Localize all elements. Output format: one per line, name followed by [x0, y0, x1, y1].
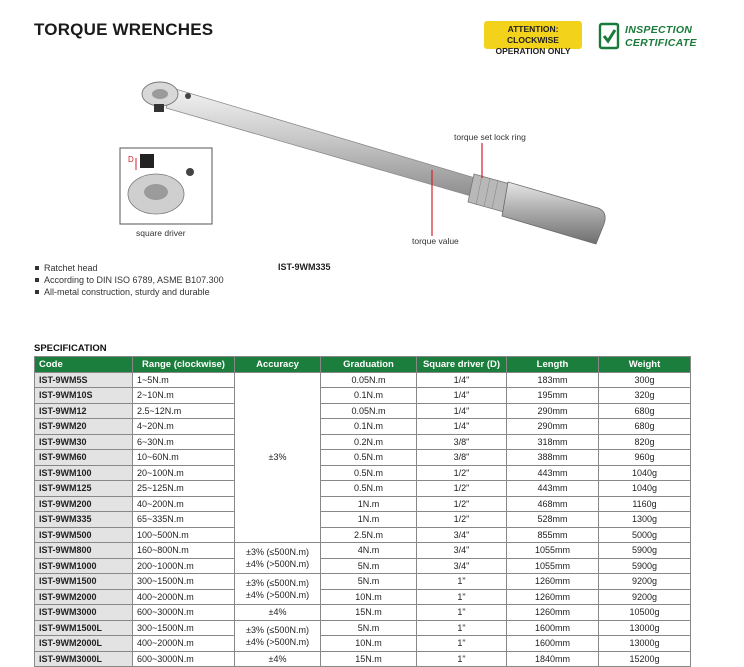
cell-length: 1260mm — [507, 589, 599, 605]
cell-square-driver: 1/4" — [417, 388, 507, 404]
cell-weight: 960g — [599, 450, 691, 466]
cell-length: 1840mm — [507, 651, 599, 667]
certificate-line-1: INSPECTION — [625, 24, 693, 36]
cell-range: 40~200N.m — [133, 496, 235, 512]
cell-accuracy — [235, 574, 321, 605]
cell-weight: 13000g — [599, 636, 691, 652]
cell-graduation: 0.05N.m — [321, 403, 417, 419]
table-row — [35, 589, 691, 605]
table-row — [35, 651, 691, 667]
cell-square-driver: 1" — [417, 651, 507, 667]
cell-weight: 1040g — [599, 481, 691, 497]
accuracy-line: ±4% — [268, 653, 287, 664]
specification-title: SPECIFICATION — [34, 343, 107, 354]
specification-table — [34, 356, 691, 667]
page-title: TORQUE WRENCHES — [34, 20, 214, 39]
accuracy-line: ±3% (≤500N.m) — [246, 578, 309, 588]
column-header-square-driver: Square driver (D) — [417, 357, 507, 373]
table-header-row — [35, 357, 691, 373]
cell-range: 2~10N.m — [133, 388, 235, 404]
cell-graduation: 15N.m — [321, 651, 417, 667]
cell-length: 468mm — [507, 496, 599, 512]
cell-graduation: 2.5N.m — [321, 527, 417, 543]
cell-range: 25~125N.m — [133, 481, 235, 497]
cell-range: 6~30N.m — [133, 434, 235, 450]
cell-range: 10~60N.m — [133, 450, 235, 466]
cell-length: 290mm — [507, 403, 599, 419]
cell-code: IST-9WM10S — [35, 388, 133, 404]
cell-graduation: 0.5N.m — [321, 450, 417, 466]
accuracy-line: ±3% — [268, 452, 287, 463]
cell-code: IST-9WM1500 — [35, 574, 133, 590]
inspection-certificate-badge — [598, 20, 698, 56]
cell-code: IST-9WM12 — [35, 403, 133, 419]
cell-range: 600~3000N.m — [133, 605, 235, 621]
table-row — [35, 481, 691, 497]
table-row — [35, 434, 691, 450]
cell-square-driver: 1" — [417, 589, 507, 605]
cell-range: 200~1000N.m — [133, 558, 235, 574]
certificate-line-2: CERTIFICATE — [625, 37, 697, 49]
cell-graduation: 0.5N.m — [321, 465, 417, 481]
table-row — [35, 620, 691, 636]
feature-item: All-metal construction, sturdy and durable — [34, 286, 234, 298]
cell-code: IST-9WM5S — [35, 372, 133, 388]
feature-item: According to DIN ISO 6789, ASME B107.300 — [34, 274, 234, 286]
inset-d-label: D — [128, 155, 134, 164]
cell-graduation: 10N.m — [321, 636, 417, 652]
cell-square-driver: 1" — [417, 636, 507, 652]
accuracy-line: ±4% (>500N.m) — [245, 636, 310, 647]
cell-code: IST-9WM335 — [35, 512, 133, 528]
cell-code: IST-9WM60 — [35, 450, 133, 466]
cell-square-driver: 1" — [417, 605, 507, 621]
attention-line-2: OPERATION ONLY — [495, 46, 571, 56]
cell-square-driver: 3/8" — [417, 450, 507, 466]
column-header-accuracy: Accuracy — [235, 357, 321, 373]
cell-weight: 680g — [599, 403, 691, 419]
cell-accuracy — [235, 605, 321, 621]
table-row — [35, 527, 691, 543]
cell-length: 528mm — [507, 512, 599, 528]
cell-weight: 320g — [599, 388, 691, 404]
cell-weight: 820g — [599, 434, 691, 450]
cell-length: 443mm — [507, 465, 599, 481]
wrench-grip — [502, 182, 605, 244]
cell-square-driver: 1/2" — [417, 496, 507, 512]
cell-range: 400~2000N.m — [133, 589, 235, 605]
lock-ring-callout: torque set lock ring — [454, 132, 526, 142]
feature-list — [34, 262, 234, 298]
accuracy-line: ±4% — [268, 607, 287, 618]
cell-graduation: 5N.m — [321, 574, 417, 590]
cell-range: 4~20N.m — [133, 419, 235, 435]
cell-length: 1600mm — [507, 636, 599, 652]
cell-graduation: 5N.m — [321, 558, 417, 574]
table-row — [35, 496, 691, 512]
cell-weight: 10500g — [599, 605, 691, 621]
cell-length: 195mm — [507, 388, 599, 404]
cell-graduation: 10N.m — [321, 589, 417, 605]
cell-range: 65~335N.m — [133, 512, 235, 528]
table-row — [35, 512, 691, 528]
attention-badge — [484, 21, 582, 56]
cell-weight: 300g — [599, 372, 691, 388]
cell-square-driver: 1/2" — [417, 465, 507, 481]
cell-range: 600~3000N.m — [133, 651, 235, 667]
attention-line-1: ATTENTION: CLOCKWISE — [507, 24, 559, 45]
specification-table-body — [35, 372, 691, 667]
column-header-graduation: Graduation — [321, 357, 417, 373]
cell-graduation: 0.2N.m — [321, 434, 417, 450]
cell-length: 1260mm — [507, 574, 599, 590]
cell-length: 443mm — [507, 481, 599, 497]
cell-accuracy — [235, 372, 321, 543]
cell-weight: 1160g — [599, 496, 691, 512]
cell-weight: 5900g — [599, 543, 691, 559]
cell-code: IST-9WM3000L — [35, 651, 133, 667]
table-row — [35, 605, 691, 621]
cell-length: 290mm — [507, 419, 599, 435]
cell-code: IST-9WM125 — [35, 481, 133, 497]
cell-code: IST-9WM500 — [35, 527, 133, 543]
cell-code: IST-9WM2000 — [35, 589, 133, 605]
cell-length: 183mm — [507, 372, 599, 388]
cell-range: 160~800N.m — [133, 543, 235, 559]
column-header-range: Range (clockwise) — [133, 357, 235, 373]
cell-square-driver: 3/4" — [417, 558, 507, 574]
table-row — [35, 450, 691, 466]
cell-code: IST-9WM30 — [35, 434, 133, 450]
cell-graduation: 1N.m — [321, 512, 417, 528]
table-row — [35, 543, 691, 559]
cell-graduation: 0.1N.m — [321, 388, 417, 404]
table-row — [35, 388, 691, 404]
table-row — [35, 419, 691, 435]
cell-code: IST-9WM1000 — [35, 558, 133, 574]
cell-code: IST-9WM2000L — [35, 636, 133, 652]
cell-square-driver: 1/2" — [417, 512, 507, 528]
cell-length: 1055mm — [507, 558, 599, 574]
cell-weight: 15200g — [599, 651, 691, 667]
cell-weight: 9200g — [599, 574, 691, 590]
cell-accuracy — [235, 620, 321, 651]
cell-graduation: 15N.m — [321, 605, 417, 621]
cell-square-driver: 1" — [417, 574, 507, 590]
cell-range: 300~1500N.m — [133, 574, 235, 590]
table-row — [35, 465, 691, 481]
feature-item: Ratchet head — [34, 262, 234, 274]
accuracy-line: ±3% (≤500N.m) — [246, 624, 309, 635]
cell-square-driver: 1" — [417, 620, 507, 636]
cell-graduation: 1N.m — [321, 496, 417, 512]
column-header-weight: Weight — [599, 357, 691, 373]
accuracy-line: ±4% (>500N.m) — [245, 559, 310, 569]
cell-weight: 13000g — [599, 620, 691, 636]
cell-code: IST-9WM1500L — [35, 620, 133, 636]
cell-weight: 1040g — [599, 465, 691, 481]
cell-square-driver: 3/8" — [417, 434, 507, 450]
square-driver-inset — [120, 148, 212, 224]
wrench-shaft — [166, 88, 482, 198]
cell-graduation: 0.1N.m — [321, 419, 417, 435]
model-number: IST-9WM335 — [278, 262, 331, 272]
cell-range: 400~2000N.m — [133, 636, 235, 652]
cell-square-driver: 1/4" — [417, 419, 507, 435]
cell-range: 1~5N.m — [133, 372, 235, 388]
cell-code: IST-9WM200 — [35, 496, 133, 512]
cell-code: IST-9WM3000 — [35, 605, 133, 621]
cell-square-driver: 1/4" — [417, 372, 507, 388]
cell-weight: 1300g — [599, 512, 691, 528]
cell-code: IST-9WM100 — [35, 465, 133, 481]
cell-graduation: 0.5N.m — [321, 481, 417, 497]
cell-range: 20~100N.m — [133, 465, 235, 481]
cell-square-driver: 3/4" — [417, 543, 507, 559]
table-row — [35, 574, 691, 590]
cell-range: 2.5~12N.m — [133, 403, 235, 419]
cell-square-driver: 1/2" — [417, 481, 507, 497]
cell-square-driver: 3/4" — [417, 527, 507, 543]
certificate-icon — [598, 22, 620, 50]
cell-weight: 5900g — [599, 558, 691, 574]
cell-length: 855mm — [507, 527, 599, 543]
cell-code: IST-9WM800 — [35, 543, 133, 559]
table-row — [35, 558, 691, 574]
table-row — [35, 636, 691, 652]
cell-code: IST-9WM20 — [35, 419, 133, 435]
cell-weight: 680g — [599, 419, 691, 435]
cell-accuracy — [235, 543, 321, 574]
torque-wrench-illustration — [110, 66, 630, 246]
column-header-length: Length — [507, 357, 599, 373]
cell-length: 1260mm — [507, 605, 599, 621]
square-driver-callout: square driver — [136, 228, 186, 238]
cell-range: 300~1500N.m — [133, 620, 235, 636]
accuracy-line: ±3% (≤500N.m) — [246, 547, 309, 557]
cell-range: 100~500N.m — [133, 527, 235, 543]
cell-length: 1600mm — [507, 620, 599, 636]
table-row — [35, 403, 691, 419]
cell-square-driver: 1/4" — [417, 403, 507, 419]
cell-accuracy — [235, 651, 321, 667]
table-row — [35, 372, 691, 388]
cell-weight: 9200g — [599, 589, 691, 605]
accuracy-line: ±4% (>500N.m) — [245, 590, 310, 600]
cell-graduation: 4N.m — [321, 543, 417, 559]
cell-length: 318mm — [507, 434, 599, 450]
cell-graduation: 0.05N.m — [321, 372, 417, 388]
cell-weight: 5000g — [599, 527, 691, 543]
cell-length: 1055mm — [507, 543, 599, 559]
cell-length: 388mm — [507, 450, 599, 466]
column-header-code: Code — [35, 357, 133, 373]
cell-graduation: 5N.m — [321, 620, 417, 636]
torque-value-callout: torque value — [412, 236, 459, 246]
